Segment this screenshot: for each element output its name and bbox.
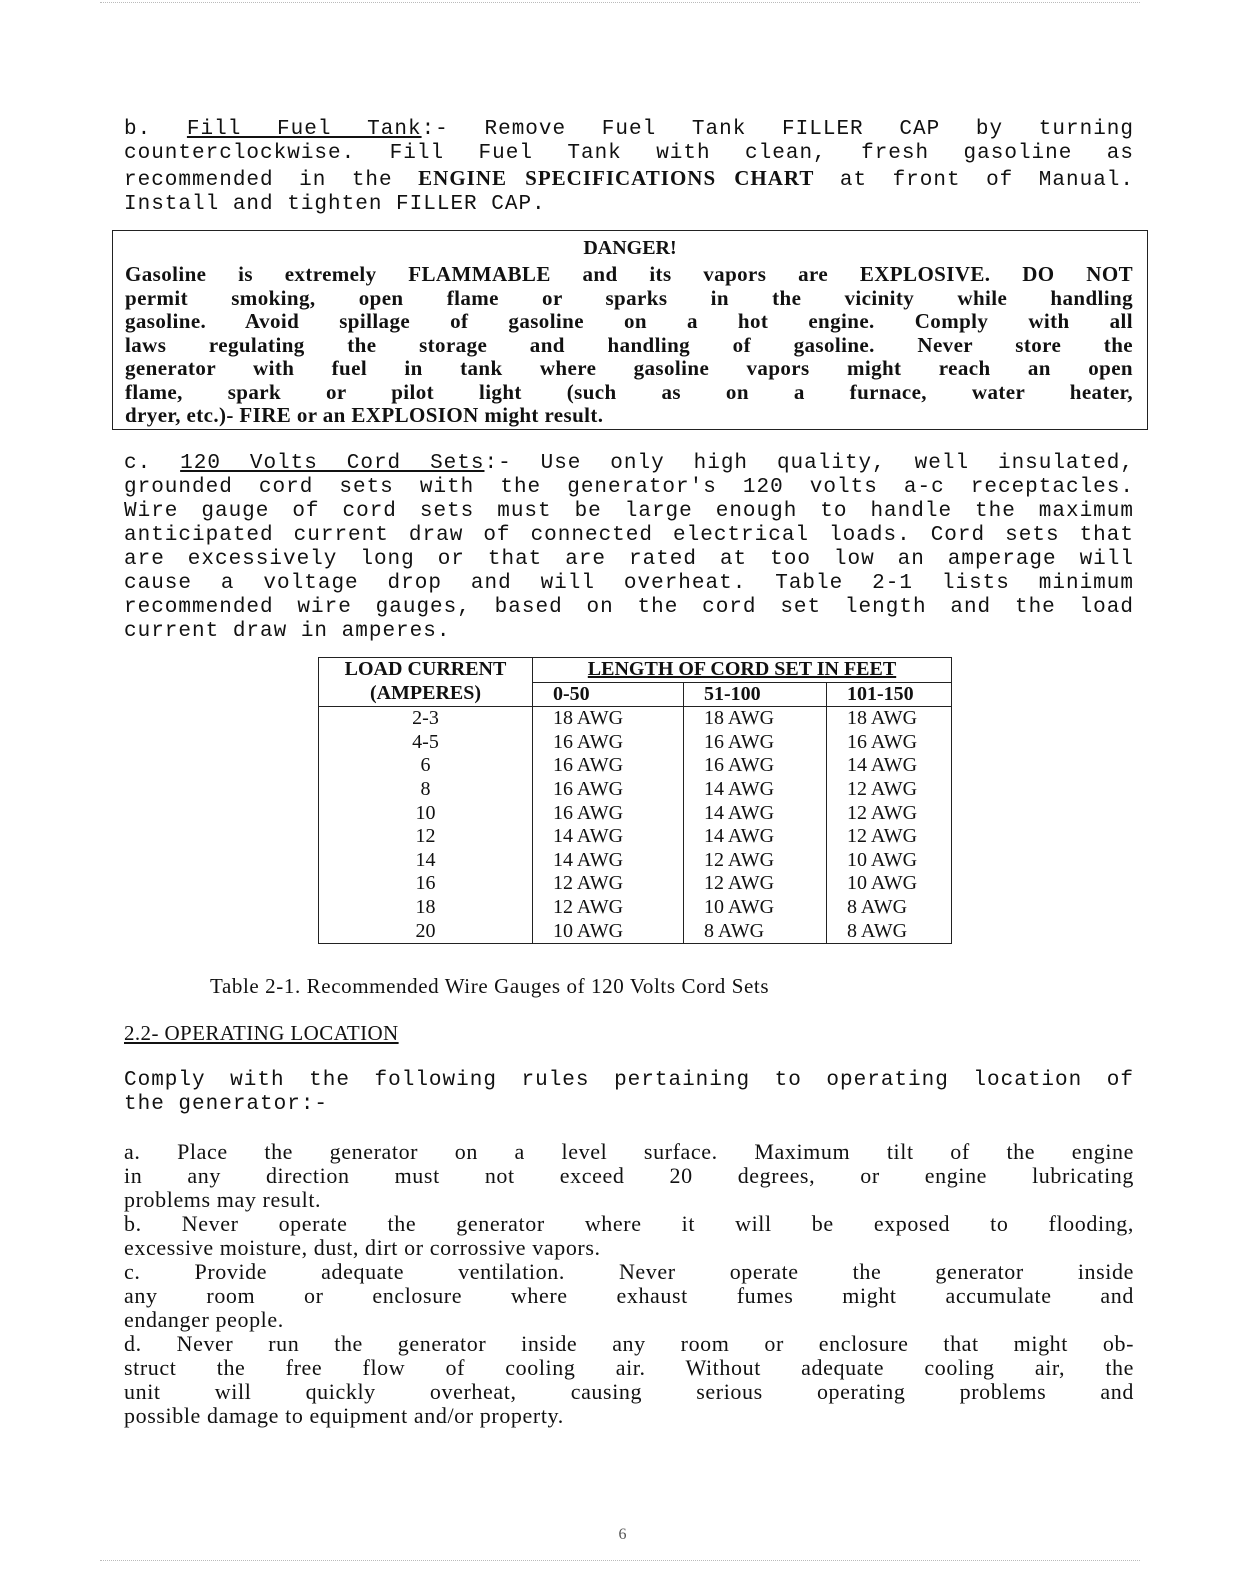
cord-sets-paragraph [124, 452, 1134, 644]
table-row: 20 10 AWG 8 AWG 8 AWG [319, 920, 952, 944]
section-heading: 2.2- OPERATING LOCATION [124, 1021, 399, 1045]
table-header-row [319, 658, 952, 683]
top-scan-edge [100, 2, 1140, 3]
cord-sets-line: are excessively long or that are rated at too low an amperage will [124, 548, 1134, 571]
fill-fuel-line-2: counterclockwise. Fill Fuel Tank with clean, fresh gasoline as [124, 142, 1134, 165]
danger-line: flame, spark or pilot light (such as on a furnace, water heater, [125, 379, 1133, 404]
rule-c: c. Provide adequate ventilation. Never operate the generator inside [124, 1259, 1134, 1284]
length-101-150-header: 101-150 [827, 682, 952, 707]
danger-line: permit smoking, open flame or sparks in the vicinity while handling [125, 285, 1133, 310]
table-row: 14 14 AWG 12 AWG 10 AWG [319, 849, 952, 873]
rule-b: b. Never operate the generator where it will be exposed to flooding, [124, 1211, 1134, 1236]
fill-fuel-paragraph [124, 118, 1134, 217]
table-row: 12 14 AWG 14 AWG 12 AWG [319, 825, 952, 849]
danger-line: dryer, etc.)- FIRE or an EXPLOSION might result. [125, 403, 604, 427]
wire-gauge-table [318, 657, 952, 944]
cord-sets-heading: 120 Volts Cord Sets [180, 452, 485, 475]
danger-text [125, 263, 1133, 428]
load-current-header: LOAD CURRENT [319, 658, 533, 683]
table-subheader-row [319, 682, 952, 707]
cord-sets-line: cause a voltage drop and will overheat. Table 2-1 lists minimum [124, 572, 1134, 595]
table-row: 18 12 AWG 10 AWG 8 AWG [319, 896, 952, 920]
rules-list: a. Place the generator on a level surface. Maximum tilt of the engine in any direction must not exceed 20 degrees, or engine lubricating problems may result. b. Never operate the generator where it will be exposed to flooding, excessive moisture, dust, dirt or corrossive vapors. c. Provide adequate ventilation. Never operate the generator inside any room or enclosure where exhaust fumes might accumulate and endanger people. d. Never run the generator inside any room or enclosure that might ob- struct the free flow of cooling air. Without adequate cooling air, the unit will quickly overheat, causing serious operating problems and possible damage to equipment and/or property. [124, 1139, 1134, 1428]
length-group-header: LENGTH OF CORD SET IN FEET [533, 658, 952, 683]
danger-title: DANGER! [583, 237, 677, 259]
cord-sets-line: Wire gauge of cord sets must be large enough to handle the maximum [124, 500, 1134, 523]
table-row: 4-5 16 AWG 16 AWG 16 AWG [319, 731, 952, 755]
length-51-100-header: 51-100 [684, 682, 827, 707]
fill-fuel-heading: Fill Fuel Tank [186, 118, 422, 141]
table-caption: Table 2-1. Recommended Wire Gauges of 120 Volts Cord Sets [210, 974, 770, 998]
cord-sets-line: grounded cord sets with the generator's 120 volts a-c receptacles. [124, 476, 1134, 499]
cord-sets-line-1: c. 120 Volts Cord Sets:- Use only high quality, well insulated, [124, 452, 1134, 475]
table-row: 2-3 18 AWG 18 AWG 18 AWG [319, 707, 952, 731]
danger-line: Gasoline is extremely FLAMMABLE and its vapors are EXPLOSIVE. DO NOT [125, 262, 1133, 286]
table-row: 16 12 AWG 12 AWG 10 AWG [319, 872, 952, 896]
table-row: 6 16 AWG 16 AWG 14 AWG [319, 754, 952, 778]
engine-spec-chart-ref: ENGINE SPECIFICATIONS CHART [418, 166, 815, 190]
rule-a: a. Place the generator on a level surface. Maximum tilt of the engine [124, 1139, 1134, 1164]
danger-line: gasoline. Avoid spillage of gasoline on a hot engine. Comply with all [125, 309, 1133, 333]
danger-line: laws regulating the storage and handling of gasoline. Never store the [125, 332, 1133, 357]
fill-fuel-line-1: b. Fill Fuel Tank:- Remove Fuel Tank FILLER CAP by turning [124, 118, 1135, 141]
cord-sets-line: anticipated current draw of connected electrical loads. Cord sets that [124, 524, 1134, 547]
table-row: 8 16 AWG 14 AWG 12 AWG [319, 778, 952, 802]
danger-line: generator with fuel in tank where gasoline vapors might reach an open [125, 356, 1133, 380]
danger-warning-box [112, 230, 1148, 430]
bottom-scan-edge [100, 1560, 1140, 1561]
fill-fuel-line-3: recommended in the ENGINE SPECIFICATIONS CHART at front of Manual. [124, 166, 1134, 192]
page-number: 6 [618, 1526, 627, 1543]
section-intro: Comply with the following rules pertaining to operating location of the generator:- [124, 1069, 1134, 1116]
table-row: 10 16 AWG 14 AWG 12 AWG [319, 802, 952, 826]
cord-sets-line: current draw in amperes. [124, 620, 451, 643]
rule-d: d. Never run the generator inside any room or enclosure that might ob- [124, 1331, 1134, 1356]
cord-sets-line: recommended wire gauges, based on the cord set length and the load [124, 596, 1134, 619]
fill-fuel-line-4: Install and tighten FILLER CAP. [124, 193, 546, 216]
length-0-50-header: 0-50 [533, 682, 684, 707]
amperes-header: (AMPERES) [319, 682, 533, 707]
